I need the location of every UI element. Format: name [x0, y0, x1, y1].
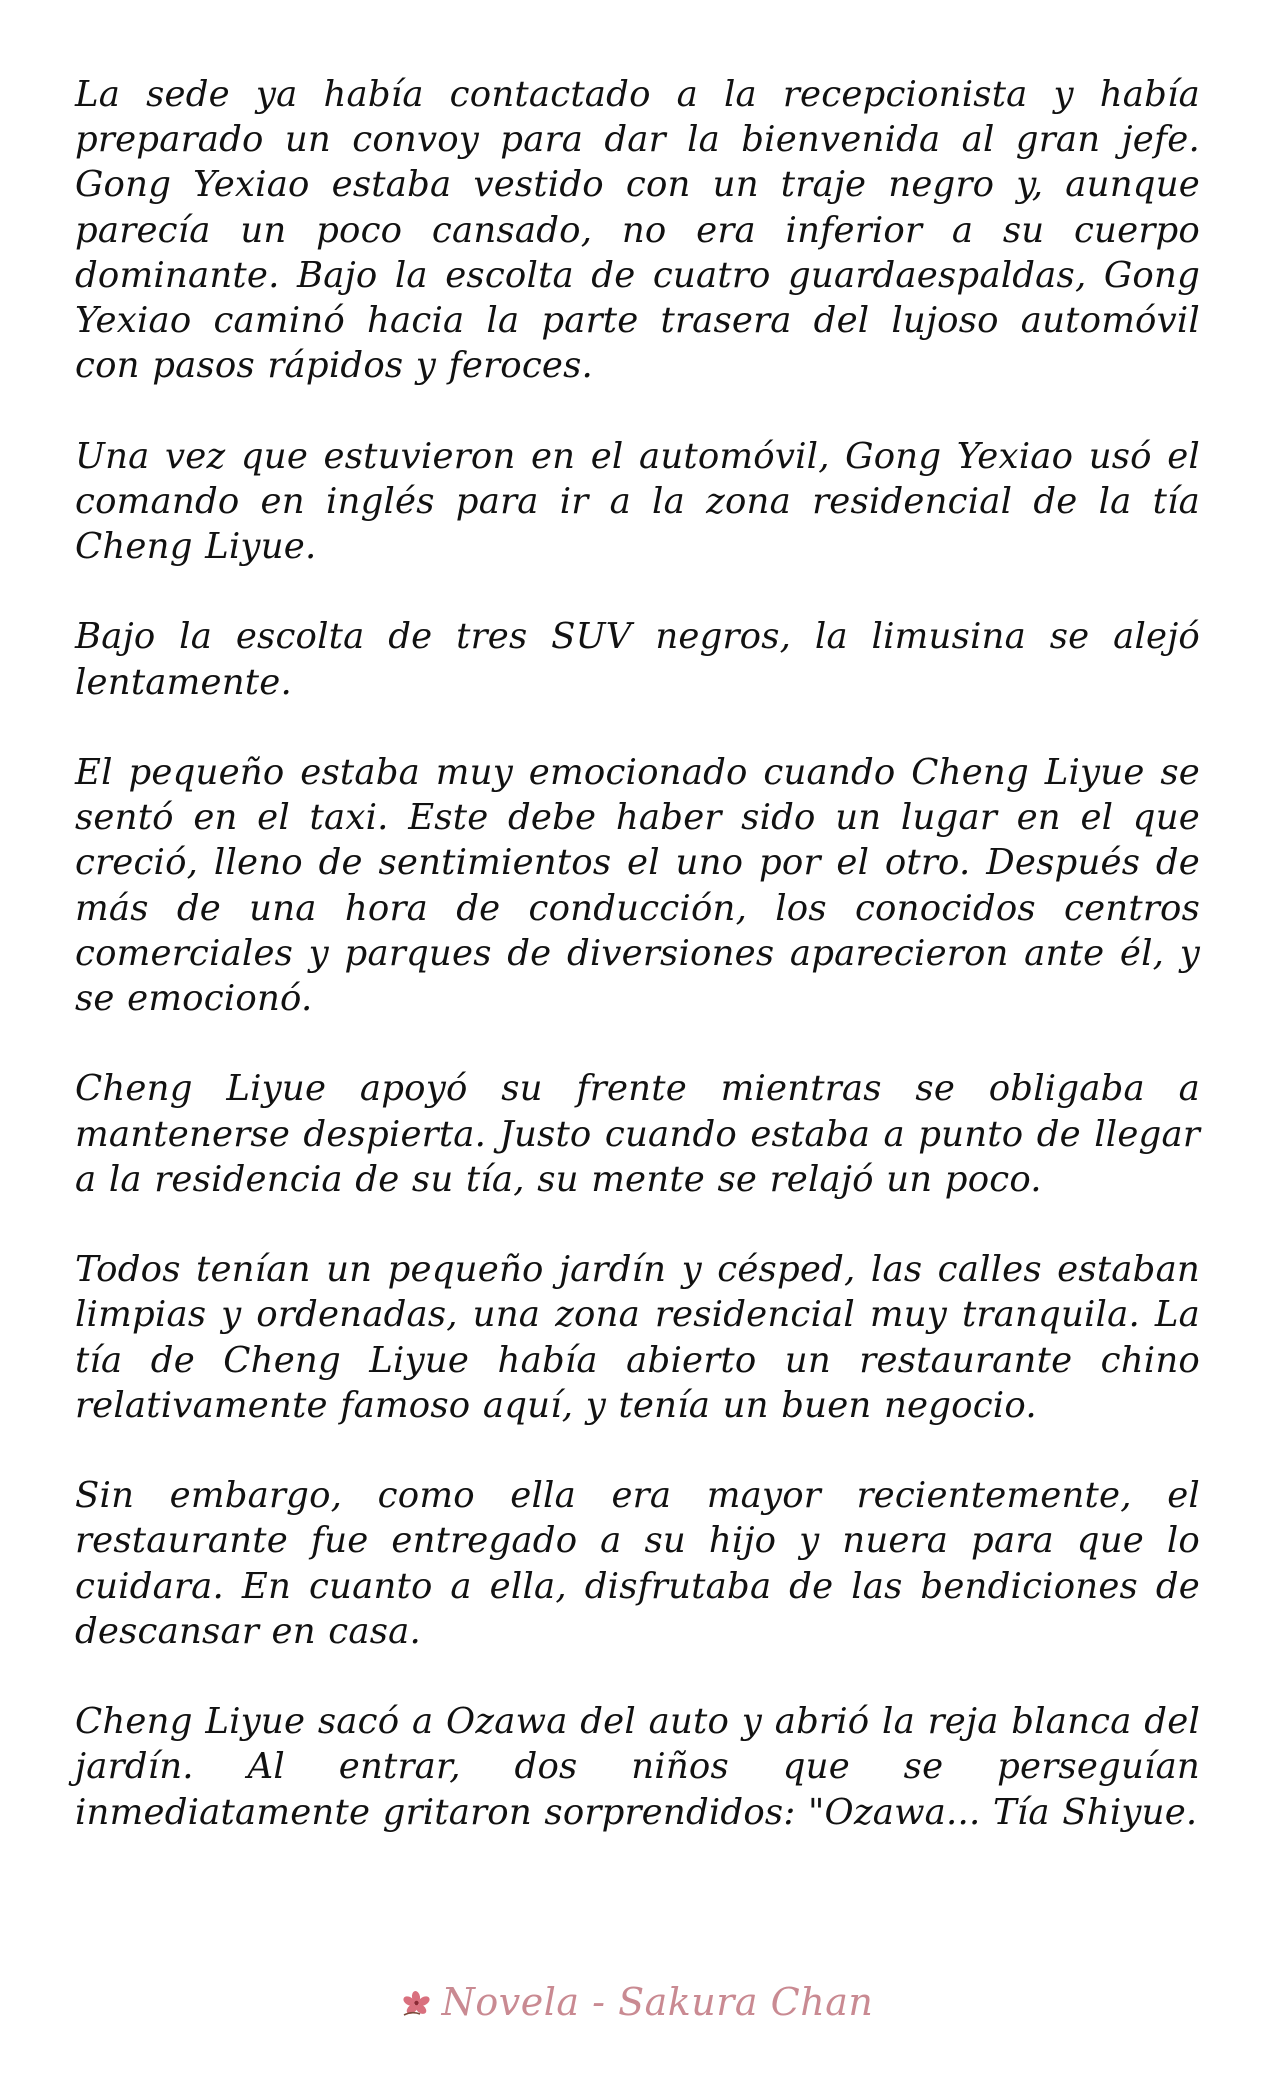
paragraph-5: Cheng Liyue apoyó su frente mientras se obligaba a mantenerse despierta. Justo cuando estaba a punto de llegar a la residencia de su tía, su mente se relajó un poco.	[75, 1068, 1200, 1200]
paragraph-7: Sin embargo, como ella era mayor recientemente, el restaurante fue entregado a su hijo y nuera para que lo cuidara. En cuanto a ella, disfrutaba de las bendiciones de descansar en casa.	[75, 1475, 1200, 1652]
watermark-text: Novela - Sakura Chan	[441, 1980, 874, 2024]
document-body	[75, 72, 1200, 1880]
paragraph-1: La sede ya había contactado a la recepcionista y había preparado un convoy para dar la bienvenida al gran jefe. Gong Yexiao estaba vestido con un traje negro y, aunque parecía un poco cansado, no era inferior a su cuerpo dominante. Bajo la escolta de cuatro guardaespaldas, Gong Yexiao caminó hacia la parte trasera del lujoso automóvil con pasos rápidos y feroces.	[75, 74, 1200, 387]
paragraph-8: Cheng Liyue sacó a Ozawa del auto y abrió la reja blanca del jardín. Al entrar, dos niños que se perseguían inmediatamente gritaron sorprendidos: "Ozawa... Tía Shiyue.	[75, 1701, 1200, 1833]
watermark	[0, 1980, 1275, 2024]
paragraph-6: Todos tenían un pequeño jardín y césped, las calles estaban limpias y ordenadas, una zona residencial muy tranquila. La tía de Cheng Liyue había abierto un restaurante chino relativamente famoso aquí, y tenía un buen negocio.	[75, 1249, 1200, 1426]
paragraph-2: Una vez que estuvieron en el automóvil, Gong Yexiao usó el comando en inglés para ir a la zona residencial de la tía Cheng Liyue.	[75, 435, 1200, 568]
sakura-flower-icon	[402, 1982, 436, 2010]
paragraph-4: El pequeño estaba muy emocionado cuando Cheng Liyue se sentó en el taxi. Este debe haber sido un lugar en el que creció, lleno de sentimientos el uno por el otro. Después de más de una hora de conducción, los conocidos centros comerciales y parques de diversiones aparecieron ante él, y se emocionó.	[75, 752, 1200, 1020]
paragraph-3: Bajo la escolta de tres SUV negros, la limusina se alejó lentamente.	[75, 616, 1200, 703]
